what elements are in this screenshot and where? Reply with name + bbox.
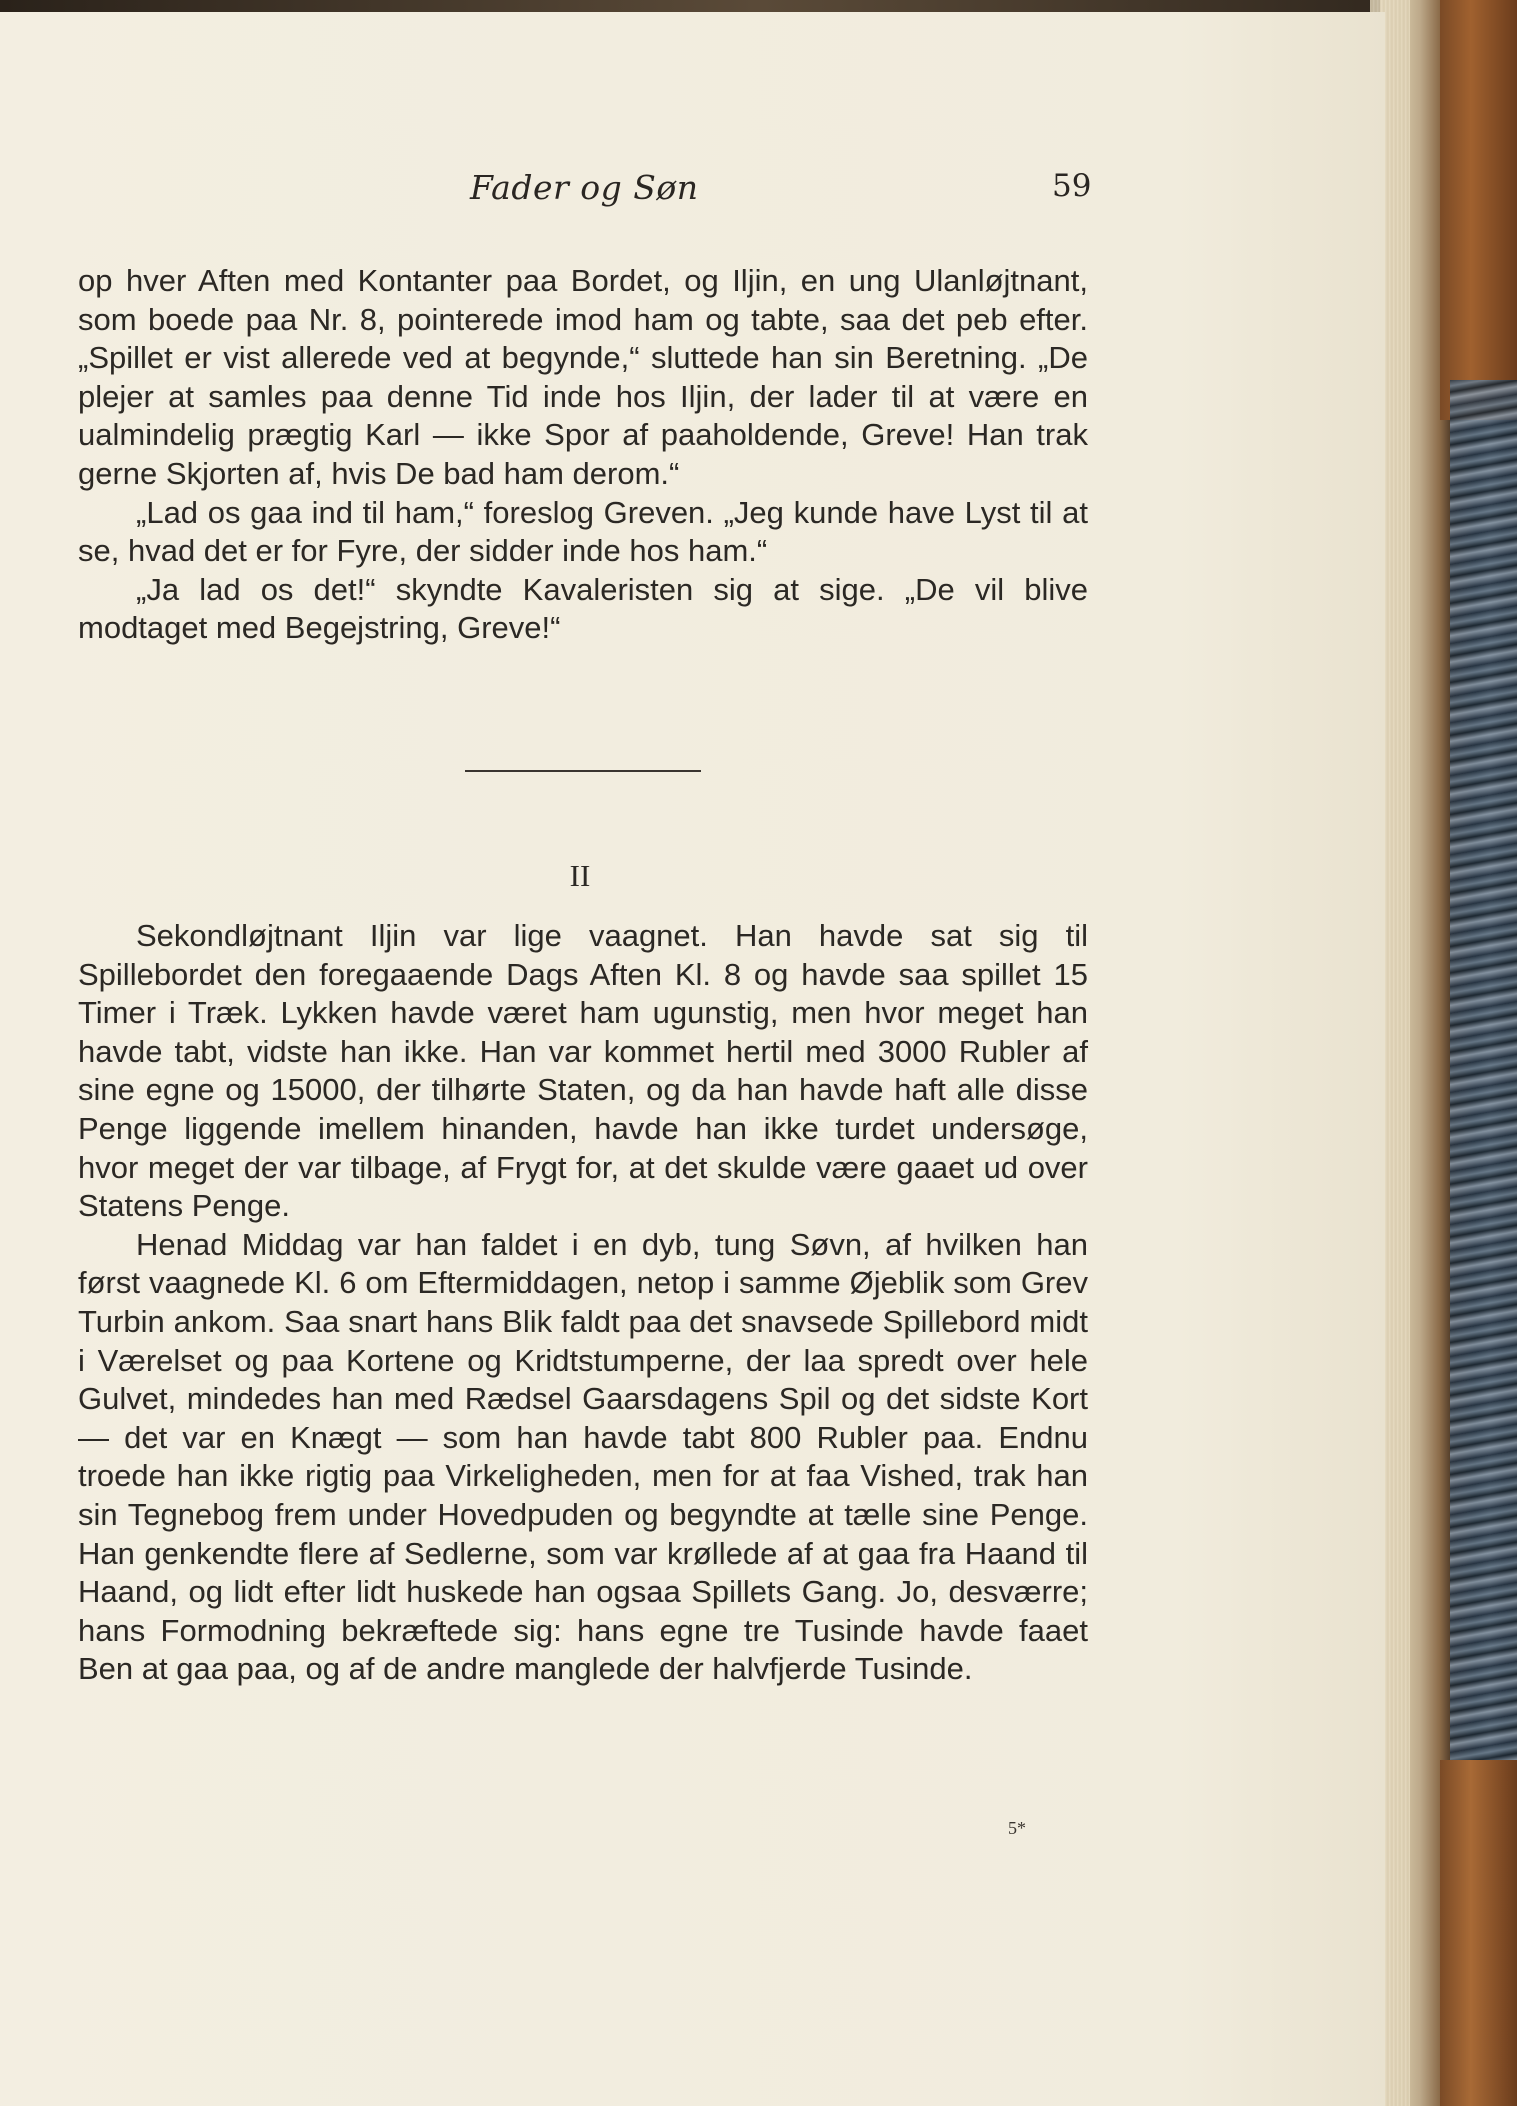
printer-signature: 5* [1008, 1818, 1026, 1838]
text-block-1 [78, 262, 1088, 648]
paragraph: „Lad os gaa ind til ham,“ foreslog Greven. „Jeg kunde have Lyst til at se, hvad det er for Fyre, der sidder inde hos ham.“ [78, 494, 1088, 569]
page-number: 59 [1052, 168, 1092, 204]
text-block-2 [78, 917, 1088, 1689]
running-title: Fader og Søn [470, 168, 699, 207]
leather-spine-bottom [1440, 1760, 1517, 2106]
section-heading: II [569, 858, 591, 893]
paragraph: Henad Middag var han faldet i en dyb, tung Søvn, af hvilken han først vaagnede Kl. 6 om Eftermiddagen, netop i samme Øjeblik som Grev Turbin ankom. Saa snart hans Blik faldt paa det snavsede Spillebord midt i Værelset og paa Kortene og Kridtstumperne, der laa spredt over hele Gulvet, mindedes han med Rædsel Gaarsdagens Spil og det sidste Kort — det var en Knægt — som han havde tabt 800 Rubler paa. Endnu troede han ikke rigtig paa Virkeligheden, men for at faa Vished, trak han sin Tegnebog frem under Hovedpuden og begyndte at tælle sine Penge. Han genkendte flere af Sedlerne, som var krøllede af at gaa fra Haand til Haand, og lidt efter lidt huskede han ogsaa Spillets Gang. Jo, desværre; hans Formodning bekræftede sig: hans egne tre Tusinde havde faaet Ben at gaa paa, og af de andre manglede der halvfjerde Tusinde. [78, 1226, 1088, 1687]
paragraph: op hver Aften med Kontanter paa Bordet, og Iljin, en ung Ulanløjtnant, som boede paa Nr. 8, pointerede imod ham og tabte, saa det peb efter. „Spillet er vist allerede ved at begynde,“ sluttede han sin Beretning. „De plejer at samles paa denne Tid inde hos Iljin, der lader til at være en ualmindelig prægtig Karl — ikke Spor af paaholdende, Greve! Han trak gerne Skjorten af, hvis De bad ham derom.“ [78, 263, 1088, 491]
running-head [0, 168, 1385, 218]
section-divider [465, 770, 701, 772]
leather-spine-top [1440, 0, 1517, 420]
paragraph: „Ja lad os det!“ skyndte Kavaleristen sig at sige. „De vil blive modtaget med Begejstring, Greve!“ [78, 571, 1088, 646]
marbled-cover-edge [1450, 380, 1517, 1880]
paragraph: Sekondløjtnant Iljin var lige vaagnet. Han havde sat sig til Spillebordet den foregaaende Dags Aften Kl. 8 og havde saa spillet 15 Timer i Træk. Lykken havde været ham ugunstig, men hvor meget han havde tabt, vidste han ikke. Han var kommet hertil med 3000 Rubler af sine egne og 15000, der tilhørte Staten, og da han havde haft alle disse Penge liggende imellem hinanden, havde han ikke turdet undersøge, hvor meget der var tilbage, af Frygt for, at det skulde være gaaet ud over Statens Penge. [78, 918, 1088, 1224]
